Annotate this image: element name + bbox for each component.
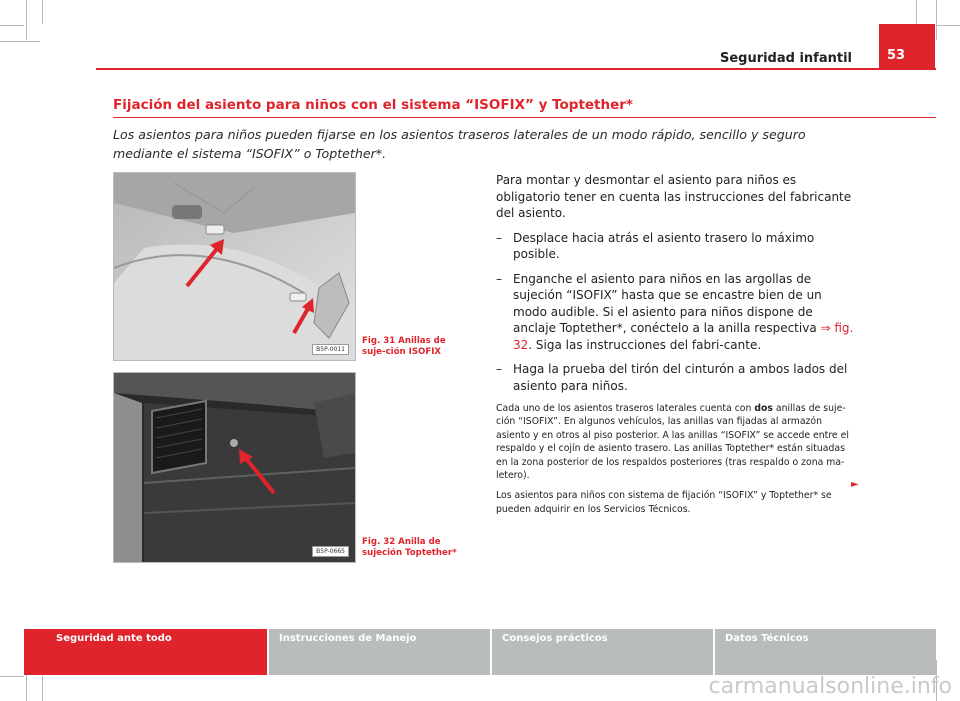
page-number: 53: [879, 24, 935, 68]
figure-32-caption: Fig. 32 Anilla de sujeción Toptether*: [362, 537, 457, 558]
step-3: [496, 361, 854, 394]
figure-32-link[interactable]: ⇒ fig. 32: [513, 321, 854, 352]
body-intro: Para montar y desmontar el asiento para niños es obligatorio tener en cuenta las instrucciones del fabricante del asiento.: [496, 173, 852, 220]
step-text: Desplace hacia atrás el asiento trasero lo máximo posible.: [513, 230, 815, 261]
section-rule: [113, 117, 936, 118]
crop-mark: [0, 676, 24, 677]
note-isofix-rings: Cada uno de los asientos traseros laterales cuenta con dos anillas de suje-ción “ISOFIX”. En algunos vehículos, las anillas van fijadas al armazón asiento y en otros al piso posterior. A las anillas “ISOFIX” se accede entre el respaldo y el cojín de asiento trasero. Las anillas Toptether* están situadas en la zona posterior de los respaldos posteriores (tras respaldo o zona ma-letero).: [496, 403, 849, 482]
header-rule: [96, 68, 936, 70]
step-text: Enganche el asiento para niños en las argollas de sujeción “ISOFIX” hasta que se encastre bien de un modo audible. Si el asiento para niños dispone de anclaje Toptether*, conéctelo a la anilla respectiva: [513, 271, 822, 335]
running-header-title: Seguridad infantil: [719, 51, 852, 66]
section-title: Fijación del asiento para niños con el sistema “ISOFIX” y Toptether*: [113, 97, 633, 113]
crop-mark: [26, 0, 27, 40]
tab-datos-tecnicos[interactable]: Datos Técnicos: [715, 629, 936, 675]
figure-31-isofix-image: [113, 172, 356, 361]
step-dash: –: [496, 362, 502, 376]
tab-instrucciones-de-manejo[interactable]: Instrucciones de Manejo: [269, 629, 490, 675]
watermark: carmanualsonline.info: [708, 674, 952, 699]
step-dash: –: [496, 271, 502, 286]
crop-mark: [916, 0, 917, 24]
crop-mark: [936, 25, 960, 26]
notes: [496, 402, 854, 516]
tab-seguridad-ante-todo[interactable]: Seguridad ante todo: [24, 629, 267, 675]
note-availability: Los asientos para niños con sistema de fijación “ISOFIX” y Toptether* se pueden adquirir en los Servicios Técnicos.: [496, 490, 832, 515]
main-text: [496, 172, 854, 523]
crop-mark: [936, 0, 937, 40]
step-text: Haga la prueba del tirón del cinturón a ambos lados del asiento para niños.: [513, 362, 848, 393]
step-text: . Siga las instrucciones del fabri-cante.: [528, 337, 762, 352]
figure-code: B5P-0011: [312, 344, 349, 355]
section-intro: Los asientos para niños pueden fijarse en los asientos traseros laterales de un modo rápido, sencillo y seguro mediante el sistema “ISOFIX” o Toptether*.: [113, 127, 806, 161]
crop-mark: [0, 25, 24, 26]
figure-32-toptether-image: [113, 372, 356, 563]
footer-nav: [24, 629, 936, 675]
crop-mark: [0, 41, 40, 42]
continue-arrow-icon: ►: [851, 479, 859, 490]
step-dash: –: [496, 230, 502, 245]
figure-31-caption: Fig. 31 Anillas de suje-ción ISOFIX: [362, 336, 446, 357]
bold-word: dos: [754, 403, 773, 414]
crop-mark: [42, 0, 43, 24]
figure-code: B5P-0665: [312, 546, 349, 557]
step-2: [496, 271, 854, 354]
tab-consejos-practicos[interactable]: Consejos prácticos: [492, 629, 713, 675]
step-1: [496, 230, 854, 263]
crop-mark: [42, 676, 43, 701]
